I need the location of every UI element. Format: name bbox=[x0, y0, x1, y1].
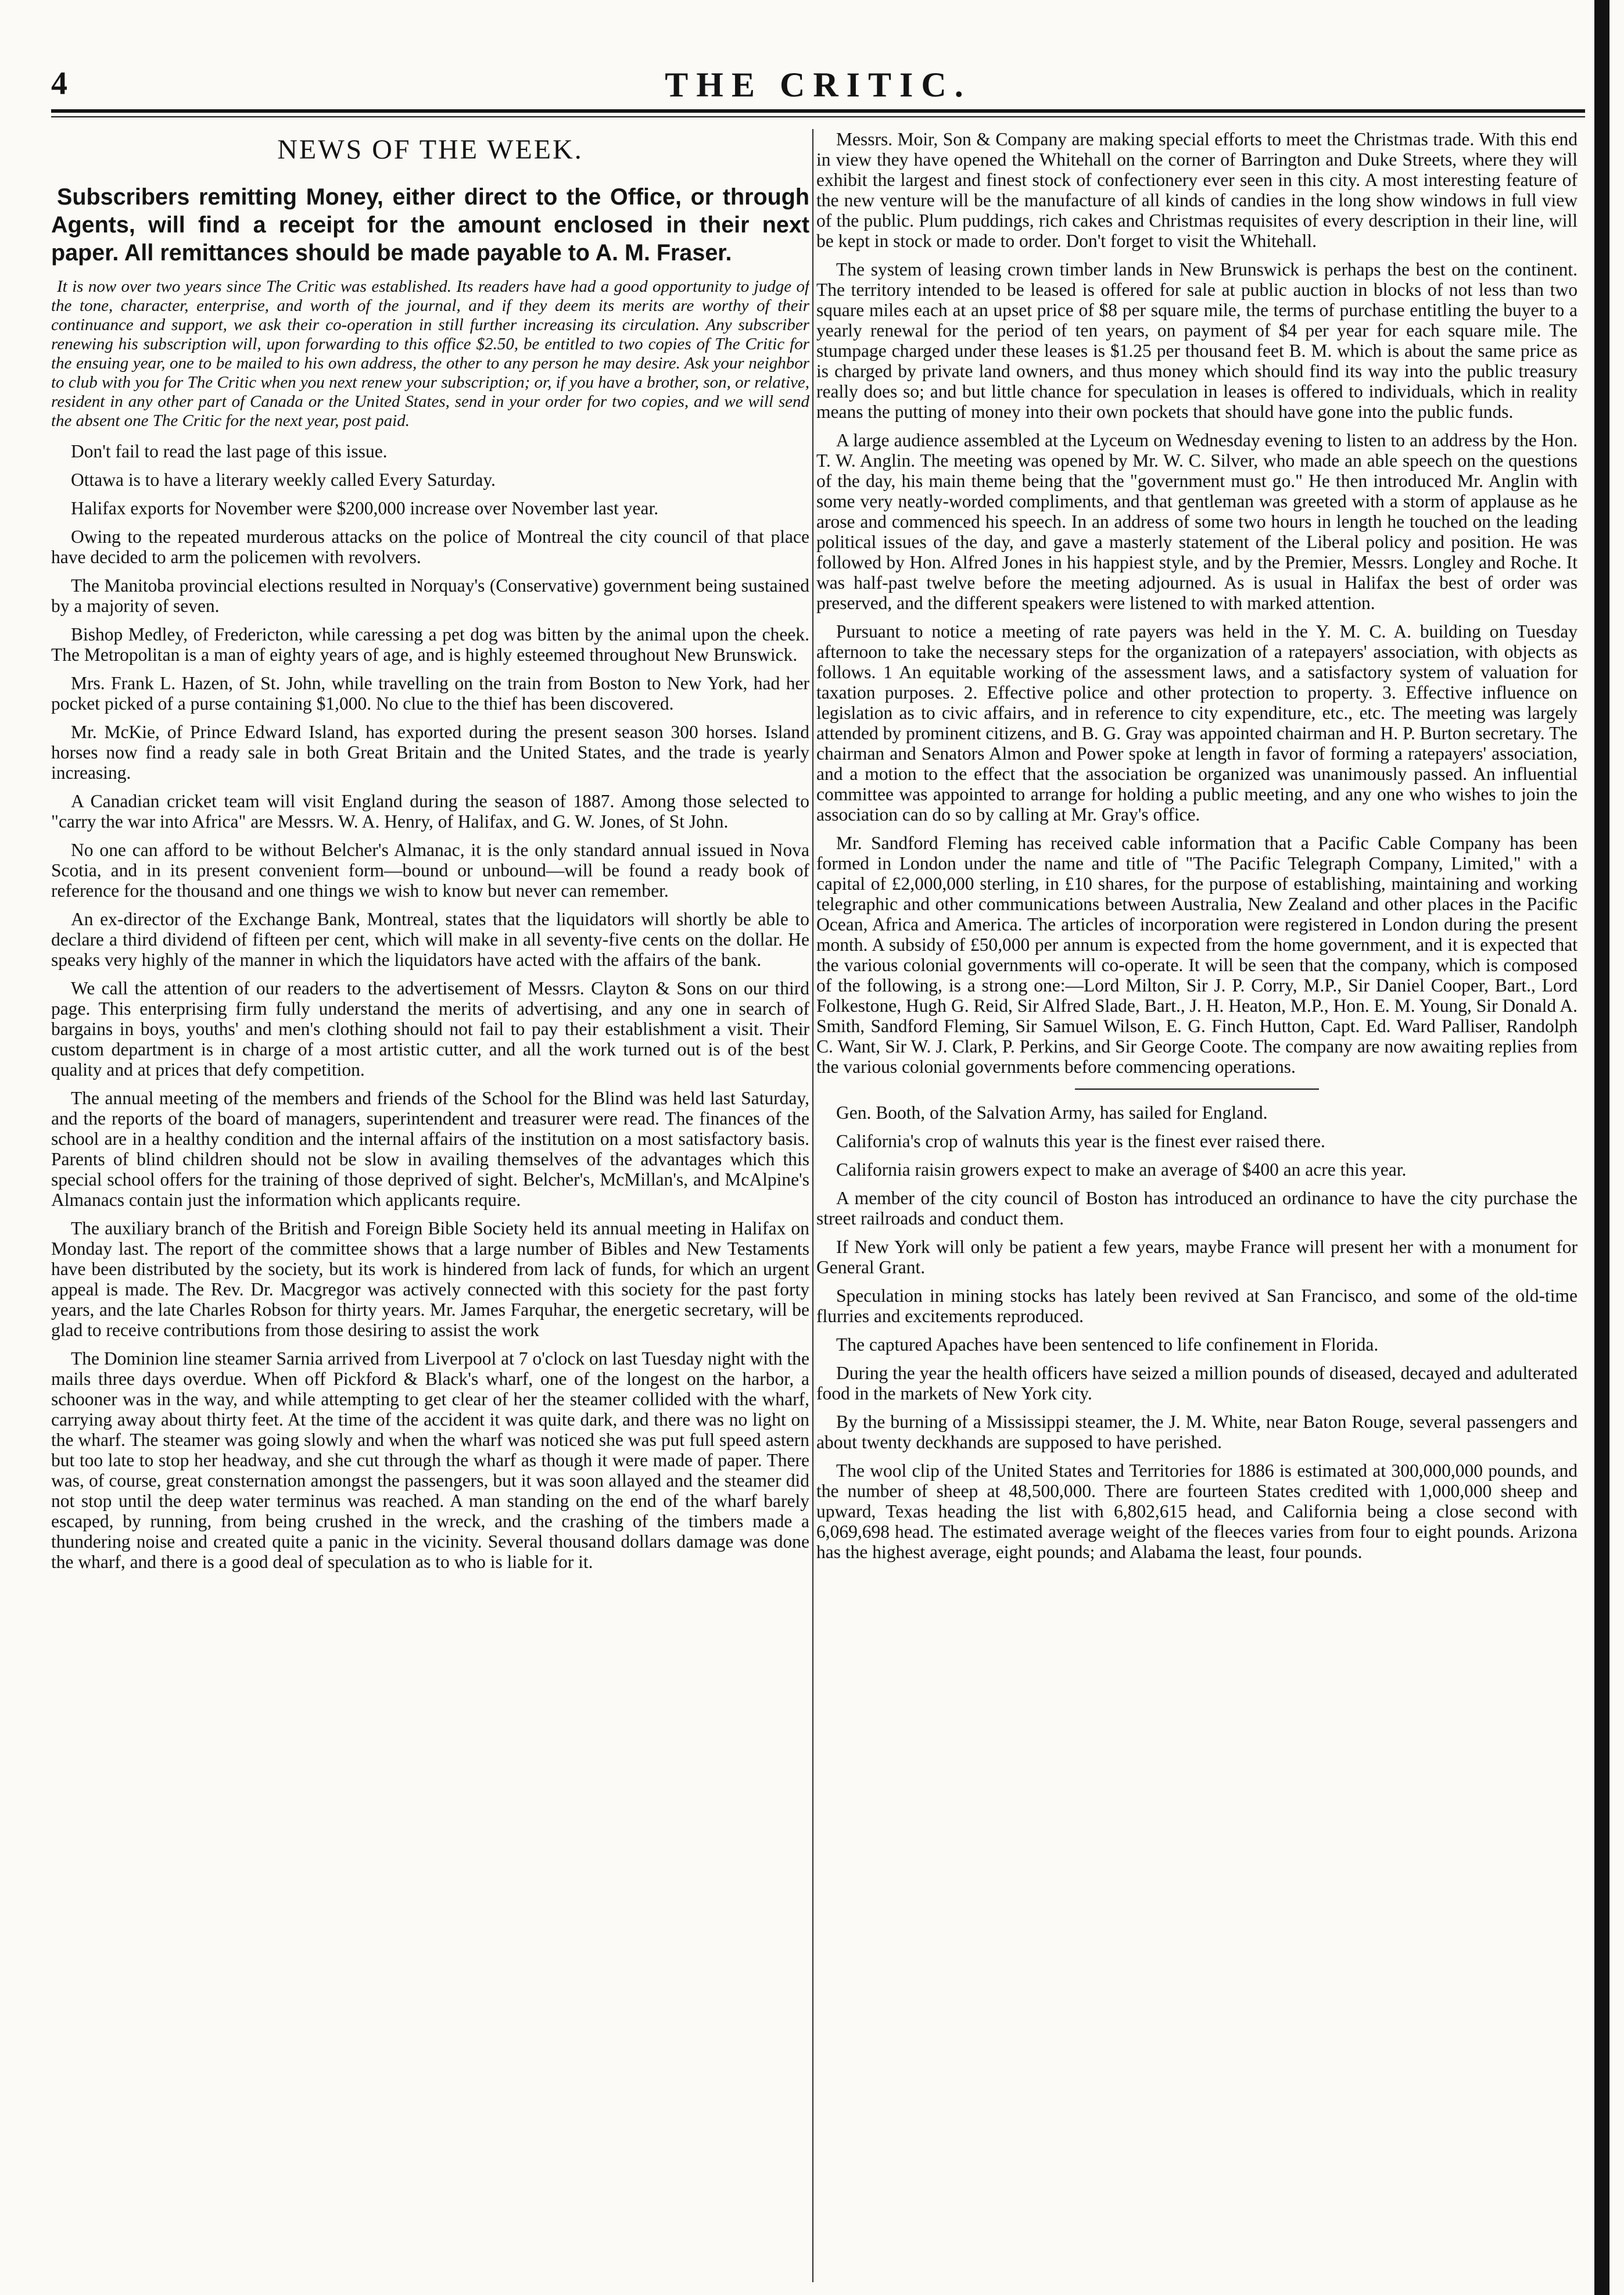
left-column bbox=[51, 129, 809, 2282]
news-item: Mr. Sandford Fleming has received cable information that a Pacific Cable Company has been formed in London under the name and title of "The Pacific Telegraph Company, Limited," with a capital of £2,000,000 sterling, in £10 shares, for the purpose of establishing, maintaining and working telegraphic and other communications between Australia, New Zealand and other places in the Pacific Ocean, Africa and America. The articles of incorporation were registered in London during the present month. A subsidy of £50,000 per annum is expected from the home government, and it is expected that the various colonial governments will co-operate. It will be seen that the company, which is composed of the following, is a strong one:—Lord Milton, Sir J. P. Corry, M.P., Sir Daniel Cooper, Bart., Lord Folkestone, Hugh G. Reid, Sir Alfred Slade, Bart., J. H. Heaton, M.P., Hon. E. M. Young, Sir Donald A. Smith, Sandford Fleming, Sir Samuel Wilson, E. G. Finch Hutton, Capt. Ed. Ward Palliser, Randolph C. Want, Sir W. J. Clark, P. Perkins, and Sir George Coote. The company are now awaiting replies from the various colonial governments before commencing operations. bbox=[816, 833, 1578, 1077]
news-item: Owing to the repeated murderous attacks on the police of Montreal the city council of that place have decided to arm the policemen with revolvers. bbox=[51, 527, 809, 567]
subscriber-notice: Subscribers remitting Money, either direct to the Office, or through Agents, will find a receipt for the amount enclosed in their next paper. All remittances should be made payable to A. M. Fraser. bbox=[51, 184, 809, 266]
news-item: A large audience assembled at the Lyceum on Wednesday evening to listen to an address by the Hon. T. W. Anglin. The meeting was opened by Mr. W. C. Silver, who made an able speech on the questions of the day, his main theme being that the "government must go." He then introduced Mr. Anglin with some very neatly-worded compliments, and that gentleman was greeted with a storm of applause as he arose and commenced his speech. In an address of some two hours in length he touched on the leading political issues of the day, and gave a masterly statement of the Liberal policy and position. He was followed by Hon. Alfred Jones in his happiest style, and by the Premier, Messrs. Longley and Roche. It was half-past twelve before the meeting adjourned. As is usual in Halifax the best of order was preserved, and the different speakers were listened to with marked attention. bbox=[816, 430, 1578, 613]
news-item: Mrs. Frank L. Hazen, of St. John, while travelling on the train from Boston to New York, had her pocket picked of a purse containing $1,000. No clue to the thief has been discovered. bbox=[51, 673, 809, 714]
news-item: California's crop of walnuts this year is the finest ever raised there. bbox=[836, 1131, 1325, 1151]
news-item: The wool clip of the United States and Territories for 1886 is estimated at 300,000,000 pounds, and the number of sheep at 48,500,000. There are fourteen States credited with 1,000,000 sheep and upward, Texas heading the list with 6,802,615 head, and California being a close second with 6,069,698 head. The estimated average weight of the fleeces varies from four to eight pounds. Arizona has the highest average, eight pounds; and Alabama the least, four pounds. bbox=[816, 1460, 1578, 1562]
news-item: Gen. Booth, of the Salvation Army, has sailed for England. bbox=[836, 1102, 1268, 1123]
scan-edge-bar bbox=[1594, 0, 1609, 2295]
news-item: Pursuant to notice a meeting of rate payers was held in the Y. M. C. A. building on Tuesday afternoon to take the necessary steps for the organization of a ratepayers' association, with objects as follows. 1 An equitable working of the assessment laws, and a satisfactory system of valuation for taxation purposes. 2. Effective police and other protection to property. 3. Effective influence on legislation as to civic affairs, and in reference to city expenditure, etc., etc. The meeting was largely attended by prominent citizens, and B. G. Gray was appointed chairman and H. P. Burton secretary. The chairman and Senators Almon and Power spoke at length in favor of forming a ratepayers' association, and a motion to the effect that the association be organized was unanimously passed. An influential committee was appointed to arrange for holding a public meeting, and any one who wishes to join the association can do so by calling at Mr. Gray's office. bbox=[816, 621, 1578, 825]
news-item: The Manitoba provincial elections resulted in Norquay's (Conservative) government being sustained by a majority of seven. bbox=[51, 575, 809, 616]
news-item: Mr. McKie, of Prince Edward Island, has exported during the present season 300 horses. Island horses now find a ready sale in both Great Britain and the United States, and the trade is yearly increasing. bbox=[51, 722, 809, 783]
news-item: Bishop Medley, of Fredericton, while caressing a pet dog was bitten by the animal upon the cheek. The Metropolitan is a man of eighty years of age, and is highly esteemed throughout New Brunswick. bbox=[51, 624, 809, 665]
news-item: Ottawa is to have a literary weekly called Every Saturday. bbox=[71, 470, 496, 490]
column-divider bbox=[812, 129, 813, 2282]
subscription-promo: It is now over two years since The Critic was established. Its readers have had a good opportunity to judge of the tone, character, enterprise, and worth of the journal, and if they deem its merits are worthy of their continuance and support, we ask their co-operation in still further increasing its circulation. Any subscriber renewing his subscription will, upon forwarding to this office $2.50, be entitled to two copies of The Critic for the ensuing year, one to be mailed to his own address, the other to any person he may desire. Ask your neighbor to club with you for The Critic when you next renew your subscription; or, if you have a brother, son, or relative, resident in any other part of Canada or the United States, send in your order for two copies, and we will send the absent one The Critic for the next year, post paid. bbox=[51, 277, 809, 430]
header-rule-thick bbox=[51, 109, 1585, 113]
news-item: California raisin growers expect to make an average of $400 an acre this year. bbox=[836, 1159, 1407, 1180]
news-item: Messrs. Moir, Son & Company are making special efforts to meet the Christmas trade. With this end in view they have opened the Whitehall on the corner of Barrington and Duke Streets, where they will exhibit the largest and finest stock of confectionery ever seen in this city. A most interesting feature of the new venture will be the manufacture of all kinds of candies in the long show windows in full view of the public. Plum puddings, rich cakes and Christmas requisites of every description in their line, will be kept in stock or made to order. Don't forget to visit the Whitehall. bbox=[816, 129, 1578, 251]
news-item: The Dominion line steamer Sarnia arrived from Liverpool at 7 o'clock on last Tuesday night with the mails three days overdue. When off Pickford & Black's wharf, one of the longest on the harbor, a schooner was in the way, and while attempting to get clear of her the steamer collided with the wharf, carrying away about thirty feet. At the time of the accident it was quite dark, and there was no light on the wharf. The steamer was going slowly and when the wharf was noticed she was put full speed astern but too late to stop her headway, and she cut through the wharf as though it were made of paper. There was, of course, great consternation amongst the passengers, but it was soon allayed and the steamer did not stop until the deep water terminus was reached. A man standing on the end of the wharf barely escaped, by running, from being crushed in the wreck, and the crashing of the timbers made a thundering noise and created quite a panic in the vicinity. Several thousand dollars damage was done the wharf, and there is a good deal of speculation as to who is liable for it. bbox=[51, 1348, 809, 1572]
news-item: We call the attention of our readers to the advertisement of Messrs. Clayton & Sons on our third page. This enterprising firm fully understand the merits of advertising, and any one in search of bargains in boys, youths' and men's clothing should not fail to pay their establishment a visit. Their custom department is in charge of a most artistic cutter, and all the work turned out is of the best quality and at prices that defy competition. bbox=[51, 978, 809, 1080]
news-item: A Canadian cricket team will visit England during the season of 1887. Among those selected to "carry the war into Africa" are Messrs. W. A. Henry, of Halifax, and G. W. Jones, of St John. bbox=[51, 791, 809, 832]
news-item: The captured Apaches have been sentenced to life confinement in Florida. bbox=[836, 1334, 1379, 1355]
news-item: If New York will only be patient a few years, maybe France will present her with a monument for General Grant. bbox=[816, 1237, 1578, 1277]
news-item: No one can afford to be without Belcher's Almanac, it is the only standard annual issued in Nova Scotia, and in its present convenient form—bound or unbound—will be found a ready book of reference for the thousand and one things we wish to know but never can remember. bbox=[51, 840, 809, 901]
right-column bbox=[816, 129, 1578, 2282]
news-item: Don't fail to read the last page of this issue. bbox=[71, 441, 388, 461]
news-item: Speculation in mining stocks has lately been revived at San Francisco, and some of the old-time flurries and excitements reproduced. bbox=[816, 1286, 1578, 1326]
news-item: The system of leasing crown timber lands in New Brunswick is perhaps the best on the continent. The territory intended to be leased is offered for sale at public auction in blocks of not less than two square miles each at an upset price of $8 per square mile, the terms of purchase entitling the buyer to a yearly renewal for the period of ten years, on payment of $4 per year for each square mile. The stumpage charged under these leases is $1.25 per thousand feet B. M. which is about the same price as is charged by private land owners, and thus money which should find its way into the public treasury really does so; and but little chance for speculation in leases is offered to individuals, which in reality means the putting of money into their own pockets that should have gone into the public funds. bbox=[816, 259, 1578, 422]
news-item: An ex-director of the Exchange Bank, Montreal, states that the liquidators will shortly be able to declare a third dividend of fifteen per cent, which will make in all seventy-five cents on the dollar. He speaks very highly of the manner in which the liquidators have acted with the affairs of the bank. bbox=[51, 909, 809, 970]
news-item: The annual meeting of the members and friends of the School for the Blind was held last Saturday, and the reports of the board of managers, superintendent and treasurer were read. The finances of the school are in a healthy condition and the internal affairs of the institution on a most satisfactory basis. Parents of blind children should not be slow in availing themselves of the advantages which this special school offers for the training of those deprived of sight. Belcher's, McMillan's, and McAlpine's Almanacs contain just the information which applicants require. bbox=[51, 1088, 809, 1210]
masthead: THE CRITIC. bbox=[665, 66, 971, 104]
news-item: A member of the city council of Boston has introduced an ordinance to have the city purchase the street railroads and conduct them. bbox=[816, 1188, 1578, 1229]
page-header bbox=[51, 65, 1585, 106]
page-number: 4 bbox=[51, 66, 67, 102]
header-rule-thin bbox=[51, 116, 1585, 117]
section-break-rule bbox=[1075, 1089, 1319, 1090]
news-item: By the burning of a Mississippi steamer, the J. M. White, near Baton Rouge, several passengers and about twenty deckhands are supposed to have perished. bbox=[816, 1412, 1578, 1452]
news-item: Halifax exports for November were $200,000 increase over November last year. bbox=[71, 498, 659, 518]
section-title: NEWS OF THE WEEK. bbox=[277, 134, 583, 165]
news-item: During the year the health officers have seized a million pounds of diseased, decayed and adulterated food in the markets of New York city. bbox=[816, 1363, 1578, 1404]
news-item: The auxiliary branch of the British and Foreign Bible Society held its annual meeting in Halifax on Monday last. The report of the committee shows that a large number of Bibles and New Testaments have been distributed by the society, but its work is hindered from lack of funds, for which an urgent appeal is made. The Rev. Dr. Macgregor was actively connected with this society for the past forty years, and the late Charles Robson for thirty years. Mr. James Farquhar, the energetic secretary, will be glad to receive contributions from those desiring to assist the work bbox=[51, 1218, 809, 1340]
